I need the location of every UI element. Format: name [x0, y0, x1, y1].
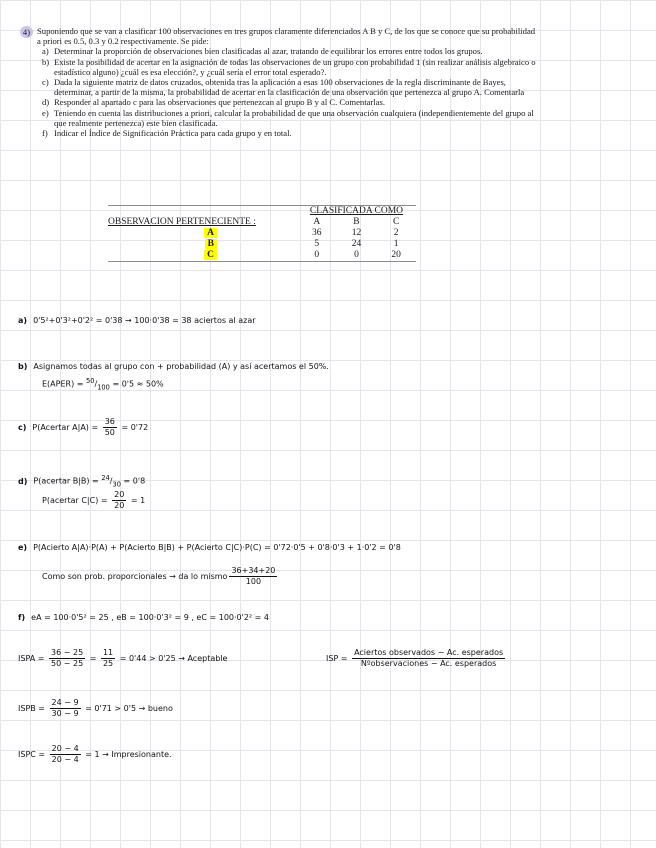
fraction: [103, 417, 117, 438]
fraction: [101, 648, 115, 669]
answer-e-line2: [42, 566, 279, 587]
expr-num: 50: [86, 377, 95, 385]
cell: 0: [297, 250, 337, 262]
problem-item-b: [42, 57, 540, 77]
answer-text: Asignamos todas al grupo con + probabilidad (A) y así acertamos el 50%.: [33, 362, 329, 371]
problem-item-e: [42, 108, 540, 128]
cell: 1: [393, 239, 399, 249]
expr-text: P(acertar B|B) =: [33, 476, 102, 486]
expr-text: = 1: [128, 496, 146, 505]
item-text: Indicar el Índice de Significación Práctica para cada grupo y en total.: [54, 128, 292, 139]
expr-text: ISPB =: [18, 704, 48, 713]
cell: 2: [393, 228, 399, 238]
expr-den: 30: [112, 480, 121, 489]
numerator: 20 − 4: [51, 744, 79, 753]
problem-item-c: [42, 77, 540, 97]
answer-b-line1: [18, 362, 329, 371]
answer-b-line2: E(APER) = $^{50}/_{100} = 0'5 \approx 50\%$: [42, 377, 164, 392]
table-row: [108, 250, 416, 262]
fraction: [50, 698, 81, 719]
fraction: [352, 648, 505, 669]
expr-text: = 0'8: [120, 476, 146, 486]
item-label: b): [42, 56, 50, 67]
answer-label: c): [18, 423, 27, 432]
answer-c: [18, 417, 148, 438]
cell: 36: [312, 228, 322, 238]
problem-intro: Suponiendo que se van a clasificar 100 observaciones en tres grupos claramente diferenciados A B y C, de los que se conoce que su probabilidad a priori es 0.5, 0.3 y 0.2 respectivamente. Se pide:: [37, 26, 536, 47]
cell: 5: [314, 239, 320, 249]
problem-item-a: [42, 46, 540, 56]
row-header: OBSERVACION PERTENECIENTE :: [108, 217, 256, 227]
item-label: c): [42, 77, 49, 88]
table-row: [108, 239, 416, 250]
problem-header: [20, 26, 540, 46]
cell: 24: [351, 239, 362, 249]
expr-text: ISPA =: [18, 654, 48, 663]
col-header-a: A: [313, 217, 321, 227]
denominator: 50 − 25: [51, 659, 84, 668]
classification-table: [108, 205, 416, 262]
problem-statement: [20, 26, 540, 138]
row-label-a: A: [204, 228, 217, 238]
problem-number-badge: 4): [20, 26, 33, 38]
item-label: d): [42, 97, 50, 108]
answer-f-ispa: ISPA = $\frac{36 - 25}{50 - 25}$ = $\frac{11}{25}$ = 0'44 > 0'25 → Aceptable: [18, 648, 228, 668]
denominator: 25: [102, 659, 114, 668]
answer-text: 0'5²+0'3²+0'2² = 0'38 → 100·0'38 = 38 aciertos al azar: [33, 316, 256, 325]
answer-text: P(Acierto A|A)·P(A) + P(Acierto B|B) + P(Acierto C|C)·P(C) = 0'72·0'5 + 0'8·0'3 + 1·0'2 = 0'8: [33, 543, 401, 552]
expr-text: ISP =: [326, 654, 351, 663]
numerator: 36+34+20: [231, 566, 276, 575]
expr-text: E(APER) =: [42, 379, 86, 389]
denominator: 50: [104, 428, 115, 437]
problem-item-f: [42, 128, 540, 138]
denominator: Nºobservaciones − Ac. esperados: [360, 659, 497, 668]
answer-d-line2: [42, 490, 145, 511]
denominator: 30 − 9: [51, 709, 79, 718]
item-text: Teniendo en cuenta las distribuciones a priori, calcular la probabilidad de que una observación cualquiera (independientemente del grupo al que realmente pertenezca) este bien clasificada.: [54, 107, 534, 128]
table-corner: [108, 206, 297, 218]
expr-text: = 1 → Impresionante.: [82, 750, 172, 759]
numerator: 20: [114, 490, 125, 499]
answer-label: f): [18, 613, 26, 622]
answer-label: b): [18, 362, 28, 371]
numerator: 36: [104, 417, 115, 426]
expr-text: = 0'44 > 0'25 → Aceptable: [117, 654, 228, 663]
expr-text: = 0'5 ≈ 50%: [109, 379, 164, 389]
expr-text: = 0'71 > 0'5 → bueno: [82, 704, 173, 713]
item-text: Dada la siguiente matriz de datos cruzados, obtenida tras la aplicación a esas 100 observaciones de la regla discriminante de Bayes, determinar, a partir de la misma, la probabilidad de acertar en la clasificación de una observación que pertenezca al grupo A. Comentarla: [54, 77, 525, 98]
expr-text: Como son prob. proporcionales → da lo mismo: [42, 572, 228, 581]
item-label: e): [42, 107, 49, 118]
problem-item-d: [42, 97, 540, 107]
cell: 20: [376, 250, 416, 262]
answer-f-ispc: [18, 744, 172, 765]
item-text: Responder al apartado c para las observaciones que pertenezcan al grupo B y al C. Comentarlas.: [54, 97, 385, 108]
cell: 0: [337, 250, 377, 262]
answer-f-ispb: [18, 698, 173, 719]
fraction: [49, 648, 85, 669]
fraction: [112, 490, 126, 511]
table-row: [108, 228, 416, 239]
item-label: a): [42, 46, 49, 57]
answer-e-line1: [18, 543, 401, 552]
numerator: 24 − 9: [51, 698, 79, 707]
expr-text: P(acertar C|C) =: [42, 496, 111, 505]
answer-d-line1: d) P(acertar $B|B) = ^{24}/_{30} = 0'8$: [18, 474, 146, 489]
expr-text: = 0'72: [118, 423, 149, 432]
col-header-b: B: [353, 217, 360, 227]
answer-a: [18, 316, 256, 325]
expr-num: 24: [101, 474, 110, 482]
answer-f-isp-formula: [326, 648, 507, 669]
fraction: [50, 744, 81, 765]
answer-label: a): [18, 316, 28, 325]
denominator: 20: [114, 501, 125, 510]
cell: 12: [351, 228, 362, 238]
expr-text: P(Acertar A|A) =: [32, 423, 101, 432]
numerator: 36 − 25: [51, 648, 84, 657]
answer-label: d): [18, 476, 28, 486]
fraction: [229, 566, 277, 587]
answer-label: e): [18, 543, 28, 552]
answer-text: eA = 100·0'5² = 25 , eB = 100·0'3² = 9 , eC = 100·0'2² = 4: [31, 613, 269, 622]
item-label: f): [42, 128, 48, 139]
row-label-c: C: [204, 250, 217, 260]
table-title: CLASIFICADA COMO: [297, 206, 416, 218]
numerator: Aciertos observados − Ac. esperados: [354, 648, 504, 657]
denominator: 100: [245, 577, 262, 586]
item-text: Determinar la proporción de observaciones bien clasificadas al azar, tratando de equilibrar los errores entre todos los grupos.: [54, 46, 483, 57]
row-label-b: B: [205, 239, 217, 249]
numerator: 11: [102, 648, 114, 657]
expr-den: 100: [97, 383, 110, 392]
expr-text: ISPC =: [18, 750, 48, 759]
denominator: 20 − 4: [51, 755, 79, 764]
col-header-c: C: [392, 217, 400, 227]
answer-f-expected: [18, 613, 269, 622]
item-text: Existe la posibilidad de acertar en la asignación de todas las observaciones de un grupo con probabilidad 1 (sin realizar análisis algebraico o estadístico alguno) ¿cuál es esa elección?, y ¿cuál sería el error total esperado?.: [54, 56, 536, 77]
